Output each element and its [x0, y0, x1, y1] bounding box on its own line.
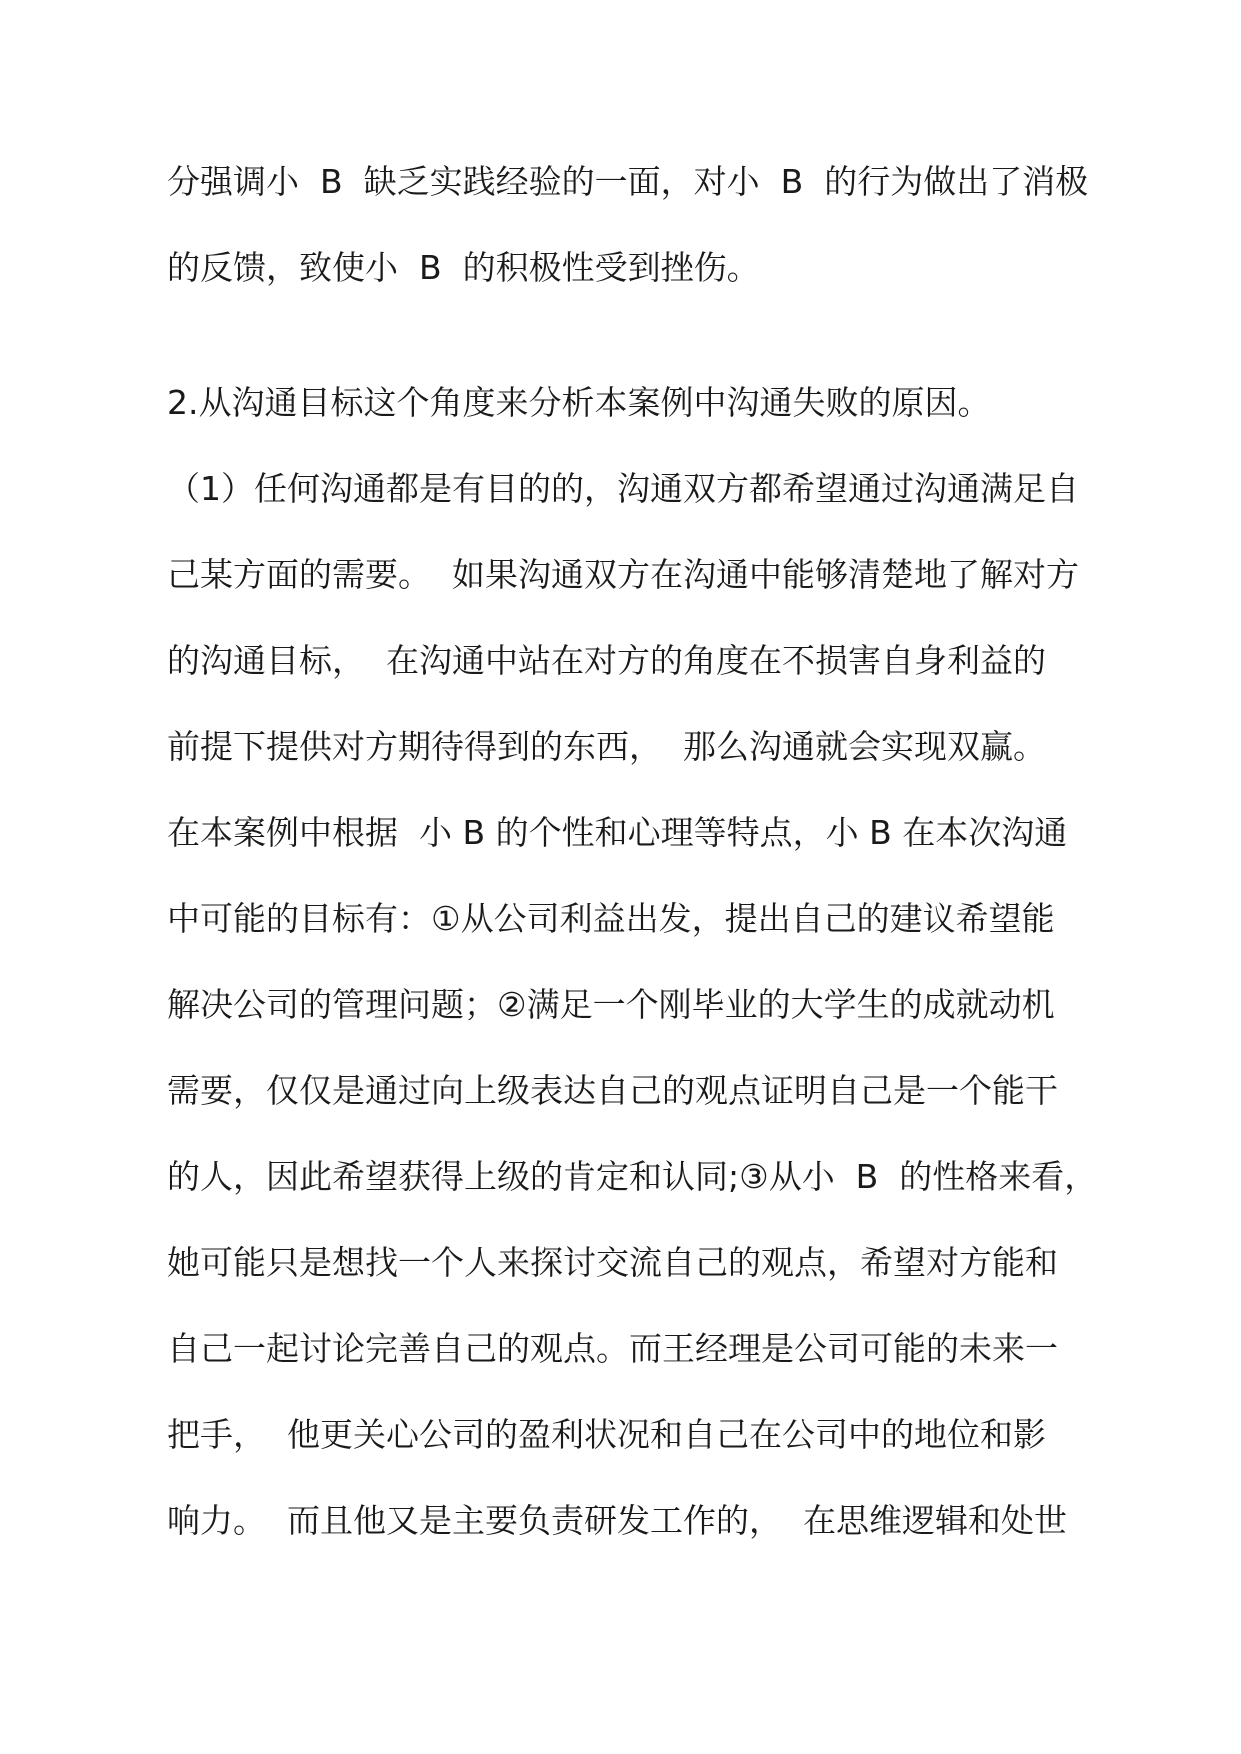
text-line-15: 把手， 他更关心公司的盈利状况和自己在公司中的地位和影	[167, 1415, 1046, 1454]
text-line-14: 自己一起讨论完善自己的观点。而王经理是公司可能的未来一	[167, 1329, 1058, 1368]
text-line-6: 的沟通目标， 在沟通中站在对方的角度在不损害自身利益的	[167, 641, 1046, 680]
text-line-16: 响力。 而且他又是主要负责研发工作的， 在思维逻辑和处世	[167, 1501, 1067, 1540]
text-line-12: 的人，因此希望获得上级的肯定和认同;③从小 B 的性格来看，	[167, 1157, 1098, 1196]
text-line-2: 的反馈，致使小 B 的积极性受到挫伤。	[167, 248, 760, 287]
text-line-10: 解决公司的管理问题；②满足一个刚毕业的大学生的成就动机	[167, 985, 1055, 1024]
text-line-4: （1）任何沟通都是有目的的，沟通双方都希望通过沟通满足自	[167, 469, 1079, 508]
text-line-1: 分强调小 B 缺乏实践经验的一面，对小 B 的行为做出了消极	[167, 162, 1089, 201]
text-line-9: 中可能的目标有：①从公司利益出发，提出自己的建议希望能	[167, 899, 1055, 938]
text-line-8: 在本案例中根据 小 B 的个性和心理等特点，小 B 在本次沟通	[167, 813, 1068, 852]
text-line-11: 需要，仅仅是通过向上级表达自己的观点证明自己是一个能干	[167, 1071, 1058, 1110]
text-line-13: 她可能只是想找一个人来探讨交流自己的观点，希望对方能和	[167, 1243, 1058, 1282]
text-line-3: 2.从沟通目标这个角度来分析本案例中沟通失败的原因。	[167, 383, 991, 422]
text-line-5: 己某方面的需要。 如果沟通双方在沟通中能够清楚地了解对方	[167, 555, 1079, 594]
text-line-7: 前提下提供对方期待得到的东西， 那么沟通就会实现双赢。	[167, 727, 1046, 766]
